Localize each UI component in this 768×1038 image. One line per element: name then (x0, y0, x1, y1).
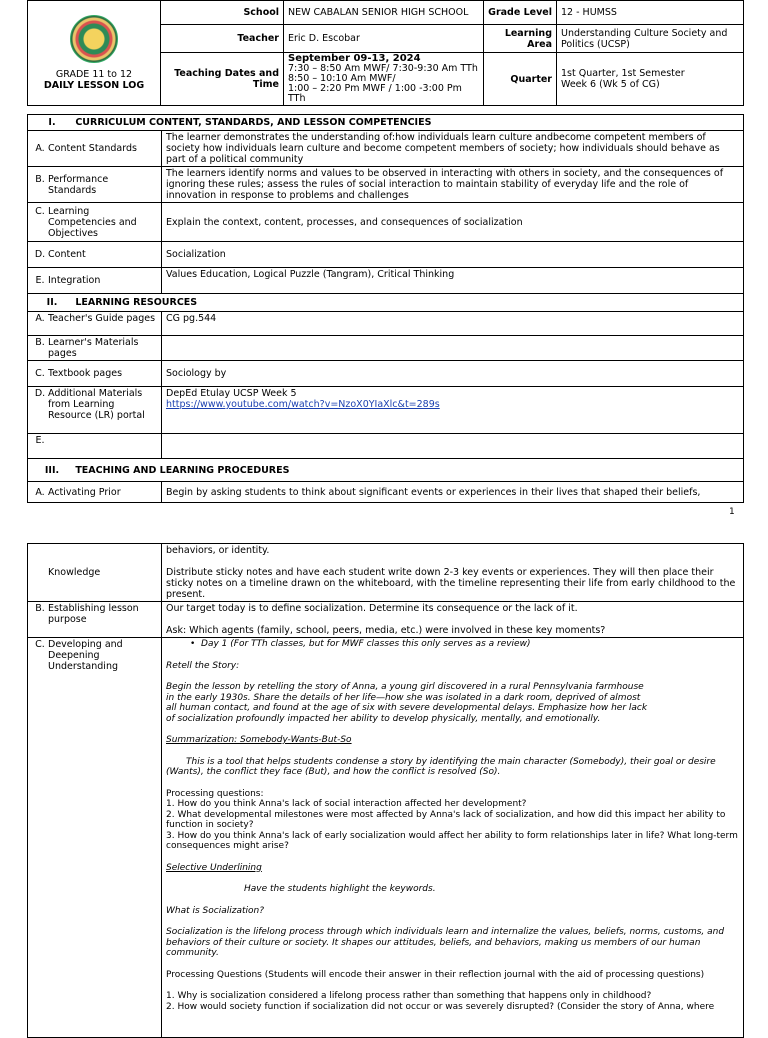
performance-standards-label: B. Performance Standards (28, 167, 162, 203)
processing-questions-title: Processing questions: (166, 788, 264, 799)
reflection-question-1: 1. Why is socialization considered a lifelong process rather than something that happens only in childhood? (166, 991, 652, 1001)
header-logo-cell (28, 1, 161, 106)
developing-understanding-value (162, 638, 744, 1038)
retell-title: Retell the Story: (166, 660, 240, 671)
quarter-line-2: Week 6 (Wk 5 of CG) (561, 79, 660, 90)
school-label: School (161, 1, 284, 25)
section-3-title: TEACHING AND LEARNING PROCEDURES (75, 464, 290, 476)
time-line-2: 8:50 – 10:10 Am MWF/ (288, 73, 396, 84)
lesson-table (27, 114, 744, 503)
teacher-label: Teacher (161, 25, 284, 53)
section-2-title: LEARNING RESOURCES (75, 297, 198, 308)
quarter-label: Quarter (484, 53, 557, 106)
teaching-dates-title: September 09-13, 2024 (288, 53, 421, 64)
learning-area-label: Learning Area (484, 25, 557, 53)
learning-area-value: Understanding Culture Society and Politics (UCSP) (557, 25, 744, 53)
integration-value: Values Education, Logical Puzzle (Tangram), Critical Thinking (162, 268, 744, 294)
purpose-text-2: Ask: Which agents (family, school, peers, media, etc.) were involved in these key moments? (166, 625, 606, 636)
teacher-name: Eric D. Escobar (284, 25, 484, 53)
performance-standards-value: The learners identify norms and values to be observed in interacting with others in society, and the consequences of ignoring these rules; assess the rules of social interaction to maintain stability of everyday life and the role of innovation in response to problems and challenges (162, 167, 744, 203)
content-standards-label: A. Content Standards (28, 131, 162, 167)
reflection-question-2: 2. How would society function if socialization did not occur or was severely disrupted? (Consider the story of Anna, where (166, 1001, 715, 1012)
additional-materials-label: D. Additional Materials from Learning Resource (LR) portal (28, 387, 162, 434)
establishing-purpose-label: B. Establishing lesson purpose (28, 602, 162, 638)
quarter-value (557, 53, 744, 106)
section-procedures-header (28, 459, 744, 482)
developing-understanding-label: C. Developing and Deepening Understanding (28, 638, 162, 1038)
lesson-table-page-2 (27, 543, 744, 1038)
daily-lesson-log-title: DAILY LESSON LOG (43, 80, 145, 91)
quarter-line-1: 1st Quarter, 1st Semester (561, 68, 685, 79)
day-1-bullet: • Day 1 (For TTh classes, but for MWF classes this only serves as a review) (190, 639, 531, 649)
grade-range: GRADE 11 to 12 (55, 69, 133, 80)
teaching-dates-value (284, 53, 484, 106)
knowledge-value (162, 544, 744, 602)
section-1-title: CURRICULUM CONTENT, STANDARDS, AND LESSON COMPETENCIES (75, 117, 432, 128)
selective-underlining-title: Selective Underlining (166, 862, 262, 873)
what-is-socialization-title: What is Socialization? (166, 905, 264, 916)
school-name: NEW CABALAN SENIOR HIGH SCHOOL (284, 1, 484, 25)
header-table (27, 0, 744, 106)
activating-prior-value: Begin by asking students to think about significant events or experiences in their lives that shaped their beliefs, (162, 482, 744, 503)
section-1-number: I. (48, 117, 56, 128)
section-resources-header (28, 294, 744, 312)
school-seal-logo (70, 15, 118, 63)
processing-question-3: 3. How do you think Anna's lack of early socialization would affect her ability to form relationships later in life? What long-term consequences might arise? (166, 830, 738, 851)
competencies-value: Explain the context, content, processes, and consequences of socialization (162, 203, 744, 242)
youtube-link[interactable]: https://www.youtube.com/watch?v=NzoX0YIaXlc&t=289s (166, 399, 440, 410)
time-line-3: 1:00 – 2:20 Pm MWF / 1:00 -3:00 Pm TTh (288, 83, 462, 104)
e-blank-label: E. (28, 434, 162, 459)
summarization-body: This is a tool that helps students condense a story by identifying the main character (Somebody), their goal or desire (Wants), the conflict they face (But), and how the conflict is resolved (So). (166, 756, 716, 777)
learners-materials-value (162, 336, 744, 361)
section-curriculum-header (28, 115, 744, 131)
integration-label: E. Integration (28, 268, 162, 294)
processing-question-1: 1. How do you think Anna's lack of social interaction affected her development? (166, 799, 527, 809)
processing-question-2: 2. What developmental milestones were most affected by Anna's lack of socialization, and how did this impact her ability to function in society? (166, 809, 726, 830)
summarization-title: Summarization: Somebody-Wants-But-So (166, 735, 352, 745)
content-standards-value: The learner demonstrates the understanding of:how individuals learn culture andbecome competent members of society how individuals learn culture and become competent members of society; how individuals should behave as part of a political community (162, 131, 744, 167)
time-line-1: 7:30 – 8:50 Am MWF/ 7:30-9:30 Am TTh (288, 63, 478, 74)
what-is-socialization-body: Socialization is the lifelong process through which individuals learn and internalize the values, beliefs, norms, customs, and behaviors of their culture or society. It shapes our attitudes, beliefs, and behaviors, making us members of our human community. (166, 927, 725, 958)
grade-level-label: Grade Level (484, 1, 557, 25)
teaching-dates-label: Teaching Dates and Time (161, 53, 284, 106)
additional-materials-text: DepEd Etulay UCSP Week 5 (166, 388, 297, 399)
section-3-number: III. (44, 464, 60, 476)
establishing-purpose-value (162, 602, 744, 638)
teachers-guide-value: CG pg.544 (162, 312, 744, 336)
page-number: 1 (729, 507, 735, 517)
purpose-text-1: Our target today is to define socialization. Determine its consequence or the lack of it. (166, 603, 578, 614)
activating-prior-label: A. Activating Prior (28, 482, 162, 503)
selective-underlining-body: Have the students highlight the keywords. (244, 884, 436, 894)
textbook-label: C. Textbook pages (28, 361, 162, 387)
knowledge-text-1: behaviors, or identity. (166, 545, 270, 556)
section-2-number: II. (46, 297, 58, 308)
competencies-label: C. Learning Competencies and Objectives (28, 203, 162, 242)
textbook-value: Sociology by (162, 361, 744, 387)
content-label: D. Content (28, 242, 162, 268)
e-blank-value (162, 434, 744, 459)
grade-level-value: 12 - HUMSS (557, 1, 744, 25)
knowledge-text-2: Distribute sticky notes and have each student write down 2-3 key events or experiences. They will then place their sticky notes on a timeline drawn on the whiteboard, with the timeline representing their life from early childhood to the present. (166, 567, 736, 600)
additional-materials-value (162, 387, 744, 434)
teachers-guide-label: A. Teacher's Guide pages (28, 312, 162, 336)
knowledge-label: Knowledge (28, 544, 162, 602)
content-value: Socialization (162, 242, 744, 268)
learners-materials-label: B. Learner's Materials pages (28, 336, 162, 361)
retell-body: Begin the lesson by retelling the story of Anna, a young girl discovered in a rural Pennsylvania farmhouse in the early 1930s. Share the details of her life—how she was isolated in a dark room, deprived of almost all human contact, and found at the age of six with severe developmental delays. Emphasize how her lack of socialization profoundly impacted her ability to develop physically, mentally, and emotionally. (166, 682, 648, 724)
processing-questions-2-title: Processing Questions (Students will encode their answer in their reflection journal with the aid of processing questions) (166, 969, 705, 980)
